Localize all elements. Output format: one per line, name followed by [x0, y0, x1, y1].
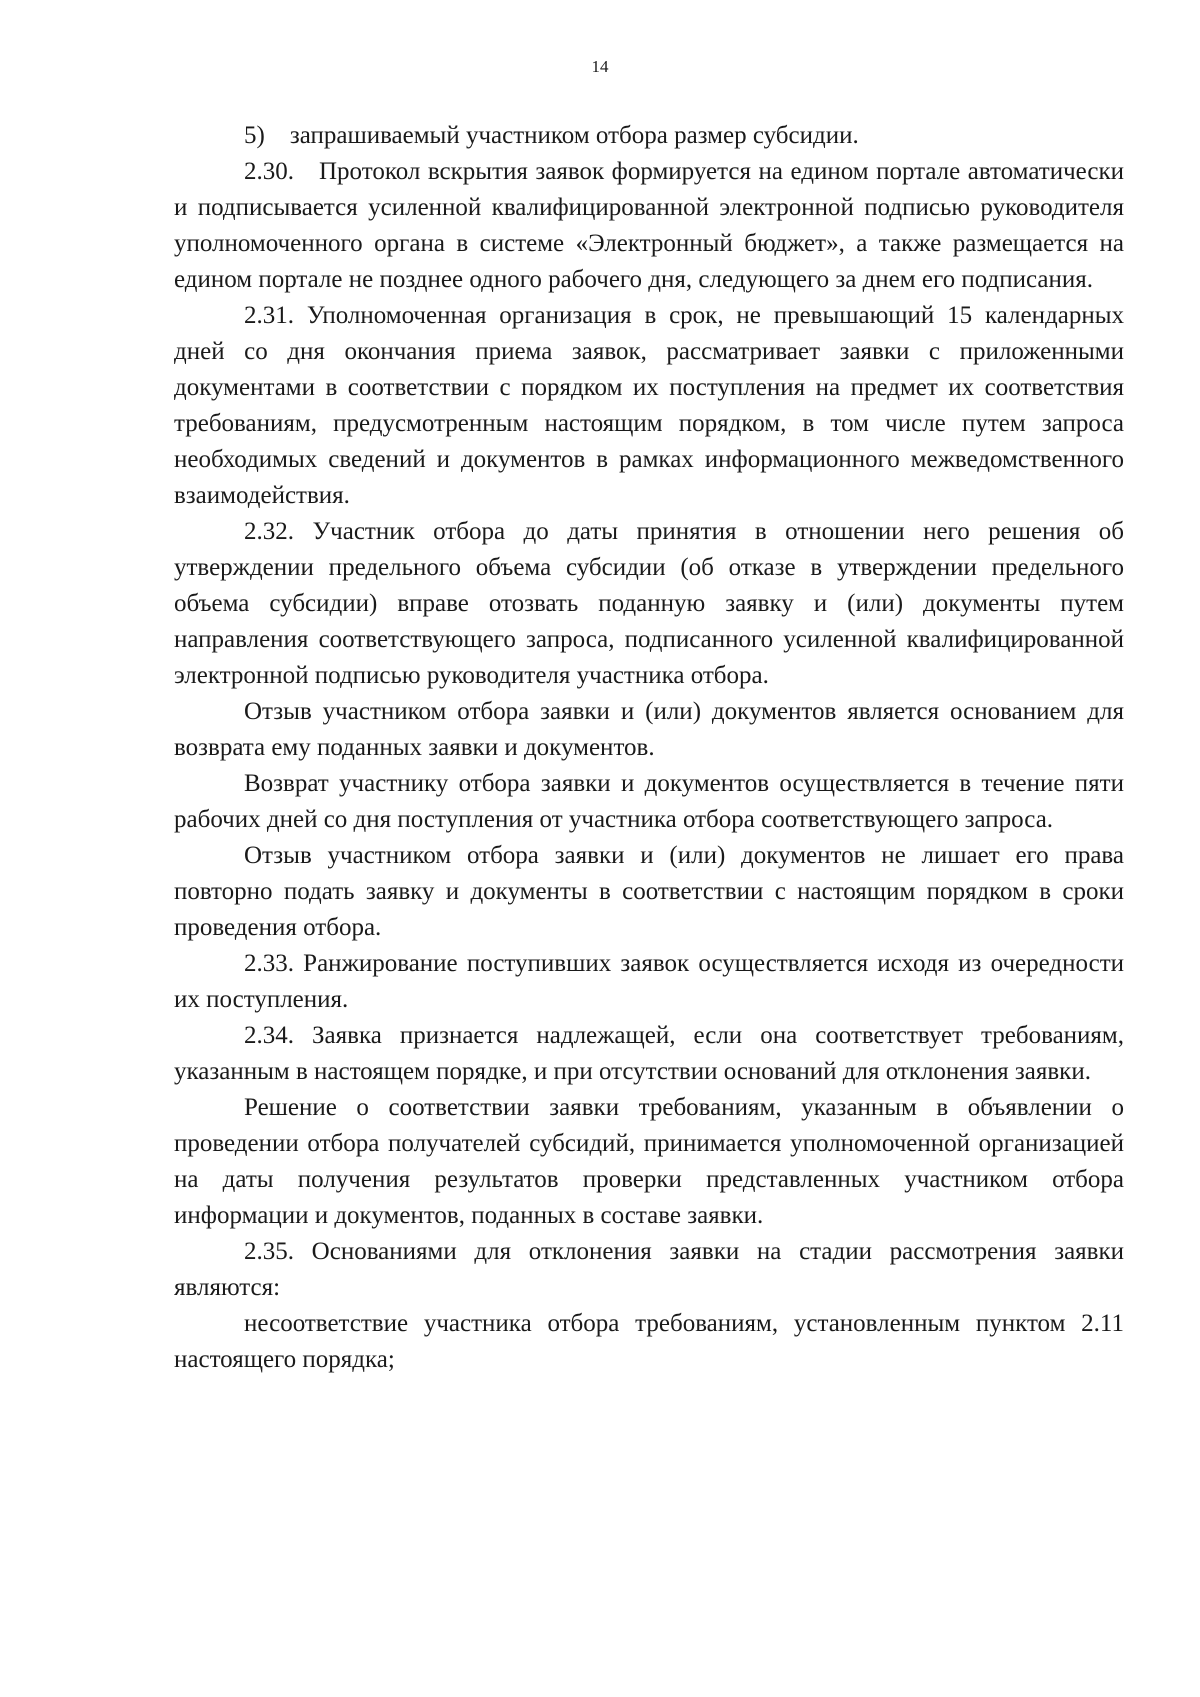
paragraph-2-33: 2.33. Ранжирование поступивших заявок осуществляется исходя из очередности их поступления.: [174, 950, 1124, 1013]
paragraph-return-terms: Возврат участнику отбора заявки и документов осуществляется в течение пяти рабочих дней со дня поступления от участника отбора соответствующего запроса.: [174, 770, 1124, 833]
paragraph-2-34: 2.34. Заявка признается надлежащей, если она соответствует требованиям, указанным в настоящем порядке, и при отсутствии оснований для отклонения заявки.: [174, 1022, 1124, 1085]
paragraph-2-31: 2.31. Уполномоченная организация в срок, не превышающий 15 календарных дней со дня окончания приема заявок, рассматривает заявки с приложенными документами в соответствии с порядком их поступления на предмет их соответствия требованиям, предусмотренным настоящим порядком, в том числе путем запроса необходимых сведений и документов в рамках информационного межведомственного взаимодействия.: [174, 302, 1124, 509]
paragraph-rejection-ground-1: несоответствие участника отбора требованиям, установленным пунктом 2.11 настоящего порядка;: [174, 1310, 1124, 1373]
paragraph-2-30: 2.30. Протокол вскрытия заявок формируется на едином портале автоматически и подписывается усиленной квалифицированной электронной подписью руководителя уполномоченного органа в системе «Электронный бюджет», а также размещается на едином портале не позднее одного рабочего дня, следующего за днем его подписания.: [174, 158, 1124, 293]
paragraph-resubmission: Отзыв участником отбора заявки и (или) документов не лишает его права повторно подать заявку и документы в соответствии с настоящим порядком в сроки проведения отбора.: [174, 842, 1124, 941]
paragraph-2-32: 2.32. Участник отбора до даты принятия в отношении него решения об утверждении предельного объема субсидии (об отказе в утверждении предельного объема субсидии) вправе отозвать поданную заявку и (или) документы путем направления соответствующего запроса, подписанного усиленной квалифицированной электронной подписью руководителя участника отбора.: [174, 518, 1124, 689]
page-number: 14: [591, 57, 609, 76]
paragraph-2-35: 2.35. Основаниями для отклонения заявки на стадии рассмотрения заявки являются:: [174, 1238, 1124, 1301]
paragraph-item-5: 5) запрашиваемый участником отбора размер субсидии.: [244, 122, 859, 149]
document-body: [174, 118, 1124, 1378]
paragraph-compliance-decision: Решение о соответствии заявки требованиям, указанным в объявлении о проведении отбора получателей субсидий, принимается уполномоченной организацией на даты получения результатов проверки представленных участником отбора информации и документов, поданных в составе заявки.: [174, 1094, 1124, 1229]
paragraph-withdrawal-basis: Отзыв участником отбора заявки и (или) документов является основанием для возврата ему поданных заявки и документов.: [174, 698, 1124, 761]
